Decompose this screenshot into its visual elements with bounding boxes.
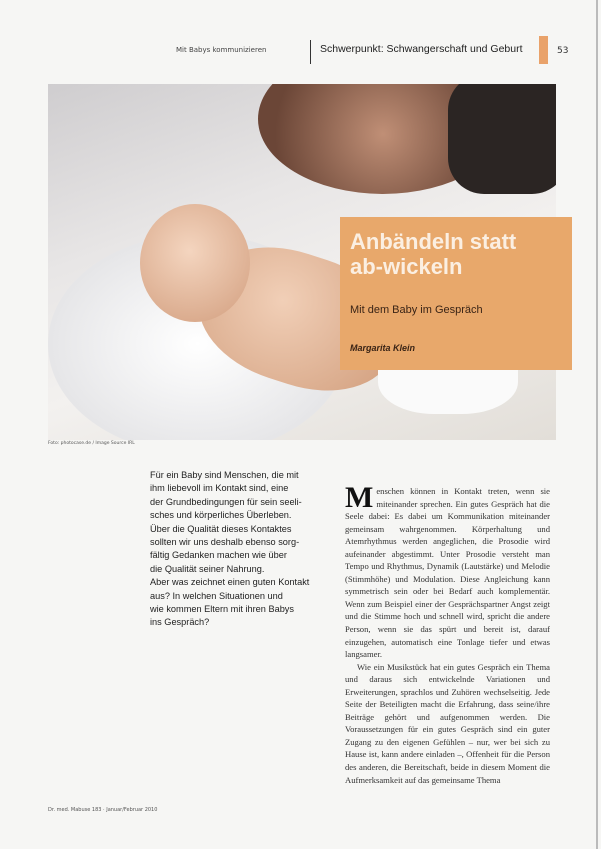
scan-edge <box>596 0 598 849</box>
intro-line: sollten wir uns deshalb ebenso sorg- <box>150 537 300 548</box>
intro-text <box>150 469 330 630</box>
intro-line: sches und körperliches Überleben. <box>150 510 292 521</box>
intro-line: die Qualität seiner Nahrung. <box>150 563 265 574</box>
article-subtitle: Mit dem Baby im Gespräch <box>350 304 483 316</box>
article-title <box>350 229 516 279</box>
article-author: Margarita Klein <box>350 343 416 353</box>
adult-hair-shape <box>448 84 556 194</box>
intro-line: wie kommen Eltern mit ihren Babys <box>150 604 294 615</box>
intro-line: ihm liebevoll im Kontakt sind, eine <box>150 483 289 494</box>
intro-line: Aber was zeichnet einen guten Kontakt <box>150 577 310 588</box>
intro-line: aus? In welchen Situationen und <box>150 590 283 601</box>
intro-line: Für ein Baby sind Menschen, die mit <box>150 470 299 480</box>
intro-line: der Grundbedingungen für sein seeli- <box>150 496 302 507</box>
paragraph <box>345 481 550 661</box>
intro-line: fältig Gedanken machen wie über <box>150 550 287 561</box>
footer-publication: Dr. med. Mabuse 183 · Januar/Februar 2010 <box>48 807 158 813</box>
accent-bar <box>539 36 548 64</box>
body-column <box>345 481 550 786</box>
intro-line: ins Gespräch? <box>150 617 210 628</box>
page-number: 53 <box>557 46 569 56</box>
title-line: Anbändeln statt <box>350 229 517 254</box>
section-label: Mit Babys kommunizieren <box>176 46 267 54</box>
paragraph: Wie ein Musikstück hat ein gutes Gespräch ein Thema und daraus sich entwickelnde Variationen und Erweiterungen, sprachlos und Zuhören wechselseitig. Jede Seite der Beteiligten macht die Erfahrung, dass seine/ihre Beiträge gehört und aufgenommen werden. Die Voraussetzungen für ein gutes Gespräch sind ein guter Zugang zu den eigenen Gefühlen – nur, wer bei sich zu Hause ist, kann andere einladen –, Offenheit für die Person des anderen, die Bereitschaft, beide in diesem Moment die Aufmerksamkeit auf das gemeinsame Thema <box>345 661 550 785</box>
paragraph-text: enschen können in Kontakt treten, wenn sie miteinander sprechen. Ein gutes Gespräch hat die Seele dabei: Es dabei um Kommunikation miteinander gemeinsam wahrgenommen. Körperhaltung und Atemrhythmus werden angeglichen, die Prosodie wird aufeinander abgestimmt. Unter Prosodie versteht man Tempo und Rhythmus, Dynamik (Lautstärke) und Melodie (Stimmhöhe) und Modulation. Diese Angleichung kann symmetrisch sein oder bei Bedarf auch komplementär. Wenn zum Beispiel einer der Gesprächspartner Angst zeigt und die Stimme hoch und schnell wird, spricht die andere Person, wenn sie das spürt und bereit ist, darauf einzugehen, automatisch eine Tonlage tiefer und etwas langsamer. <box>345 486 550 660</box>
drop-cap: M <box>345 481 374 514</box>
intro-line: Über die Qualität dieses Kontaktes <box>150 523 292 534</box>
photo-credit: Foto: photocase.de / Image Source IRL <box>48 441 135 446</box>
title-line: ab-wickeln <box>350 254 463 279</box>
header-divider <box>310 40 311 64</box>
baby-head-shape <box>140 204 250 322</box>
topic-heading: Schwerpunkt: Schwangerschaft und Geburt <box>320 43 523 55</box>
